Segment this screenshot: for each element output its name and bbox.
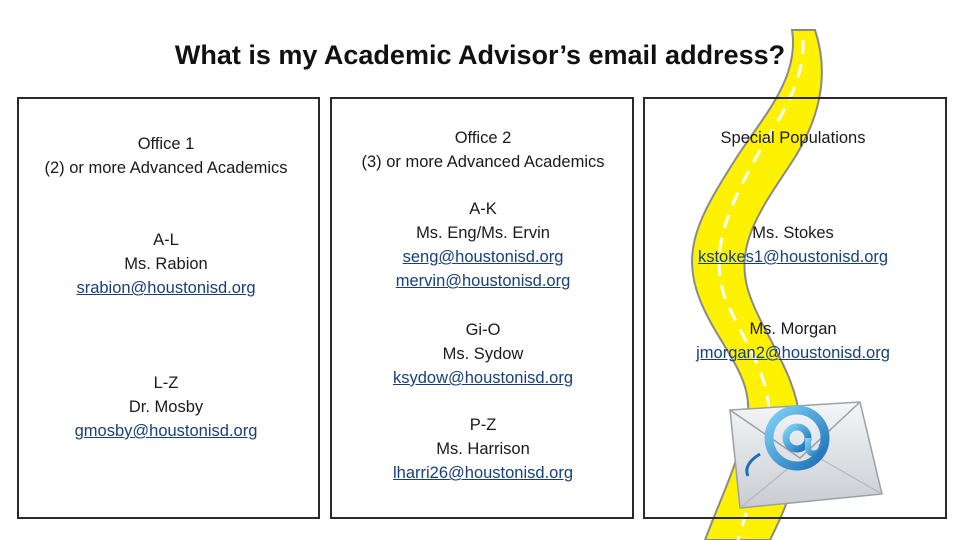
- page-title: What is my Academic Advisor’s email address?: [174, 40, 786, 70]
- envelope-at-icon: [700, 396, 892, 514]
- advisor-name: Ms. Rabion: [124, 255, 208, 273]
- advisor-block-stokes: [698, 221, 888, 269]
- range-label: L-Z: [153, 374, 179, 392]
- email-link[interactable]: mervin@houstonisd.org: [395, 272, 571, 290]
- email-link[interactable]: gmosby@houstonisd.org: [74, 422, 258, 440]
- email-link[interactable]: kstokes1@houstonisd.org: [697, 248, 889, 266]
- range-label: Gi-O: [465, 321, 501, 339]
- office-1-header: [44, 132, 287, 180]
- advisor-block-morgan: [696, 317, 890, 365]
- advisor-name: Ms. Morgan: [749, 320, 837, 338]
- advisor-name: Ms. Stokes: [752, 224, 834, 242]
- advisor-block-a-l: [76, 228, 255, 300]
- email-link[interactable]: srabion@houstonisd.org: [76, 279, 256, 297]
- special-populations-header: [721, 126, 866, 150]
- advisor-block-p-z: [393, 413, 573, 485]
- email-link[interactable]: jmorgan2@houstonisd.org: [696, 344, 890, 362]
- advisor-name: Dr. Mosby: [128, 398, 204, 416]
- advisor-block-gi-o: [393, 318, 573, 390]
- email-link[interactable]: seng@houstonisd.org: [402, 248, 564, 266]
- advisor-block-a-k: [396, 197, 571, 293]
- office-2-title: Office 2: [454, 129, 512, 147]
- office-1-subtitle: (2) or more Advanced Academics: [44, 159, 288, 177]
- special-populations-title: Special Populations: [720, 129, 866, 147]
- range-label: P-Z: [469, 416, 497, 434]
- office-2-subtitle: (3) or more Advanced Academics: [361, 153, 605, 171]
- advisor-name: Ms. Harrison: [436, 440, 530, 458]
- office-2-header: [361, 126, 604, 174]
- email-link[interactable]: ksydow@houstonisd.org: [392, 369, 574, 387]
- advisor-block-l-z: [75, 371, 258, 443]
- advisor-name: Ms. Eng/Ms. Ervin: [416, 224, 550, 242]
- email-link[interactable]: lharri26@houstonisd.org: [392, 464, 574, 482]
- range-label: A-L: [153, 231, 179, 249]
- office-1-title: Office 1: [137, 135, 195, 153]
- advisor-name: Ms. Sydow: [442, 345, 524, 363]
- range-label: A-K: [469, 200, 497, 218]
